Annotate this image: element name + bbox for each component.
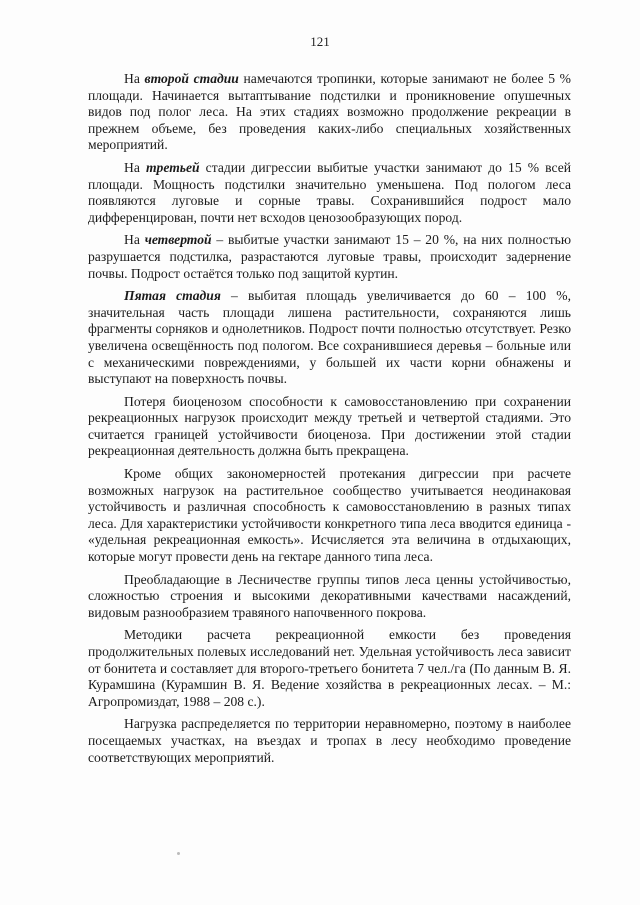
scan-speck — [177, 852, 180, 855]
paragraph-text: Нагрузка распределяется по территории неравномерно, поэтому в наиболее посещаемых участках, на въездах и тропах в лесу необходимо проведение соответствующих мероприятий. — [88, 716, 571, 765]
paragraph-text: Кроме общих закономерностей протекания дигрессии при расчете возможных нагрузок на растительное сообщество учитывается неодинаковая устойчивость и различная способность к самовосстановлению в разных типах леса. Для характеристики устойчивости конкретного типа леса вводится единица - «удельная рекреационная емкость». Исчисляется эта величина в отдыхающих, которые могут провести день на гектаре данного типа леса. — [88, 466, 571, 565]
paragraph-stability-loss — [88, 394, 571, 460]
paragraph-forest-types — [88, 572, 571, 622]
paragraph-recreational-capacity — [88, 466, 571, 566]
body-text — [88, 71, 571, 772]
paragraph-text: Преобладающие в Лесничестве группы типов леса ценны устойчивостью, сложностью строения и высокими декоративными качествами насаждений, видовым разнообразием травяного напочвенного покрова. — [88, 571, 571, 620]
paragraph-methodology — [88, 627, 571, 710]
paragraph-text: – выбитые участки занимают 15 – 20 %, на них полностью разрушается подстилка, разрастаются луговые травы, происходит задернение почвы. Подрост остаётся только под защитой куртин. — [88, 232, 572, 281]
stage-term: четвертой — [144, 232, 212, 248]
paragraph-fifth-stage — [88, 288, 571, 388]
paragraph-load-distribution — [88, 716, 571, 766]
paragraph-third-stage — [88, 160, 571, 226]
paragraph-text: Потеря биоценозом способности к самовосстановлению при сохранении рекреационных нагрузок происходит между третьей и четвертой стадиями. Это считается границей устойчивости биоценоза. При достижении этой стадии рекреационная деятельность должна быть прекращена. — [88, 393, 571, 459]
paragraph-text: На — [124, 159, 146, 175]
paragraph-text: Методики расчета рекреационной емкости без проведения продолжительных полевых исследований нет. Удельная устойчивость леса зависит от бонитета и составляет для второго-третьего бонитета 7 чел./га (По данным В. Я. Курамшина (Курамшин В. Я. Ведение хозяйства в рекреационных лесах. – М.: Агропромиздат, 1988 – 208 с.). — [88, 627, 571, 709]
stage-term: Пятая стадия — [124, 288, 221, 304]
paragraph-text: На — [124, 232, 145, 248]
paragraph-text: намечаются тропинки, которые занимают не более 5 % площади. Начинается вытаптывание подстилки и проникновение опушечных видов под полог леса. На этих стадиях возможно продолжение рекреации в прежнем объеме, без проведения каких-либо специальных хозяйственных мероприятий. — [88, 71, 571, 153]
page-number: 121 — [310, 34, 330, 49]
stage-term: второй стадии — [144, 71, 239, 86]
paragraph-fourth-stage — [88, 232, 571, 282]
stage-term: третьей — [145, 159, 200, 175]
paragraph-second-stage — [88, 71, 571, 154]
paragraph-text: На — [124, 71, 145, 86]
paragraph-text: – выбитая площадь увеличивается до 60 – 100 %, значительная часть площади лишена растительности, сохраняются лишь фрагменты сорняков и однолетников. Подрост почти полностью отсутствует. Резко увеличена освещённость под пологом. Все сохранившиеся деревья – больные или с механическими повреждениями, у большей их части корни обнажены и выступают на поверхность почвы. — [88, 288, 571, 387]
paragraph-text: стадии дигрессии выбитые участки занимают до 15 % всей площади. Мощность подстилки значительно уменьшена. Под пологом леса появляются луговые и сорные травы. Сохранившийся подрост мало дифференцирован, почти нет всходов ценозообразующих пород. — [88, 159, 572, 225]
